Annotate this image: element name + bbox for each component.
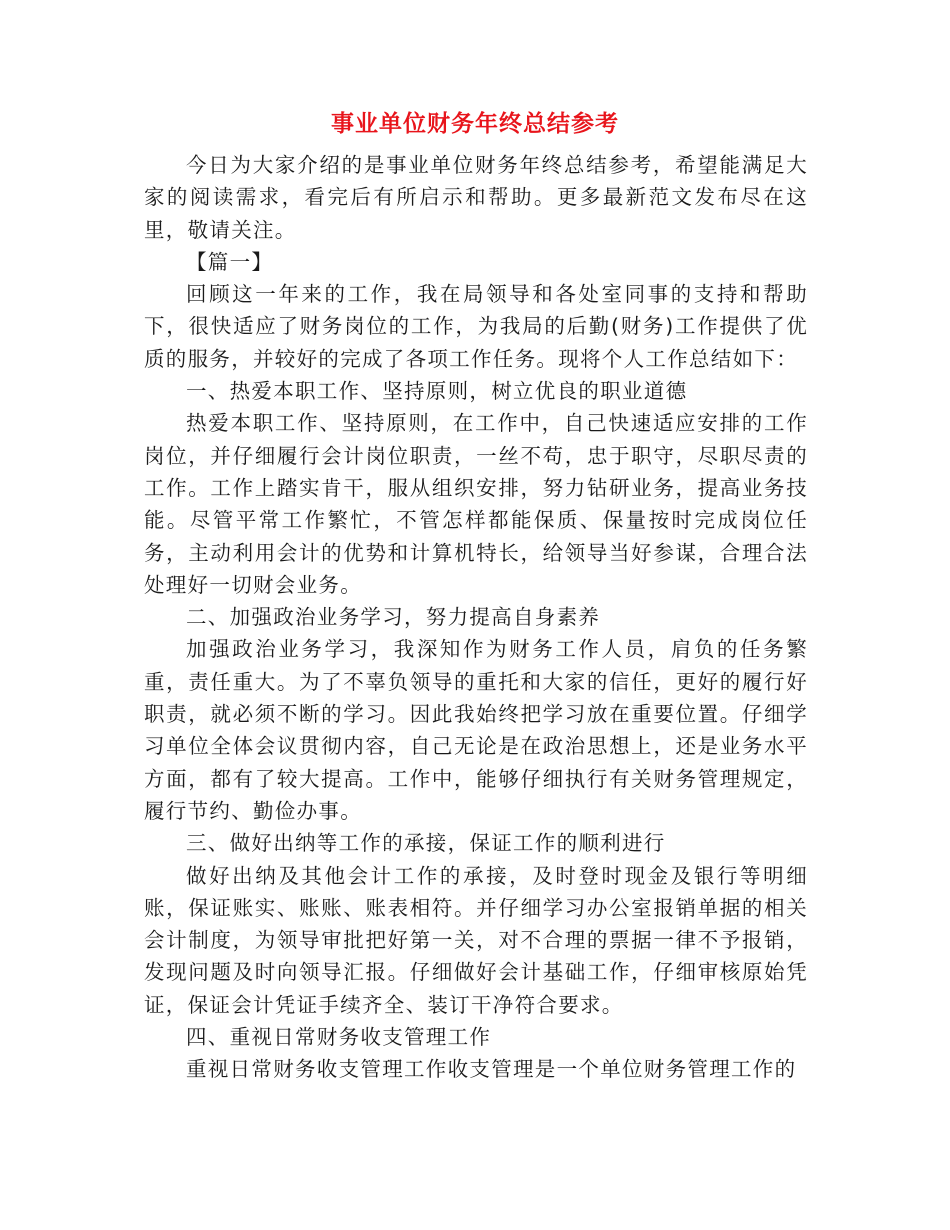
section-heading: 四、重视日常财务收支管理工作 [186, 1025, 492, 1050]
section-heading: 一、热爱本职工作、坚持原则，树立优良的职业道德 [186, 379, 688, 404]
document-title: 事业单位财务年终总结参考 [331, 110, 619, 137]
section-heading: 二、加强政治业务学习，努力提高自身素养 [186, 605, 601, 630]
intro-paragraph: 今日为大家介绍的是事业单位财务年终总结参考，希望能满足大家的阅读需求，看完后有所启示和帮助。更多最新范文发布尽在这里，敬请关注。 [144, 153, 808, 242]
body-paragraph: 做好出纳及其他会计工作的承接，及时登时现金及银行等明细账，保证账实、账账、账表相符。并仔细学习办公室报销单据的相关会计制度，为领导审批把好第一关，对不合理的票据一律不予报销，发现问题及时向领导汇报。仔细做好会计基础工作，仔细审核原始凭证，保证会计凭证手续齐全、装订干净符合要求。 [144, 863, 808, 1017]
body-paragraph: 重视日常财务收支管理工作收支管理是一个单位财务管理工作的 [186, 1057, 797, 1082]
section-label: 【篇一】 [186, 249, 274, 274]
section-heading: 三、做好出纳等工作的承接，保证工作的顺利进行 [186, 831, 666, 856]
document-body [144, 149, 808, 1086]
body-paragraph: 回顾这一年来的工作，我在局领导和各处室同事的支持和帮助下，很快适应了财务岗位的工作，为我局的后勤(财务)工作提供了优质的服务，并较好的完成了各项工作任务。现将个人工作总结如下： [144, 282, 808, 371]
body-paragraph: 热爱本职工作、坚持原则，在工作中，自己快速适应安排的工作岗位，并仔细履行会计岗位职责，一丝不苟，忠于职守，尽职尽责的工作。工作上踏实肯干，服从组织安排，努力钻研业务，提高业务技能。尽管平常工作繁忙，不管怎样都能保质、保量按时完成岗位任务，主动利用会计的优势和计算机特长，给领导当好参谋，合理合法处理好一切财会业务。 [144, 411, 808, 597]
body-paragraph: 加强政治业务学习，我深知作为财务工作人员，肩负的任务繁重，责任重大。为了不辜负领导的重托和大家的信任，更好的履行好职责，就必须不断的学习。因此我始终把学习放在重要位置。仔细学习单位全体会议贯彻内容，自己无论是在政治思想上，还是业务水平方面，都有了较大提高。工作中，能够仔细执行有关财务管理规定，履行节约、勤俭办事。 [144, 637, 808, 823]
